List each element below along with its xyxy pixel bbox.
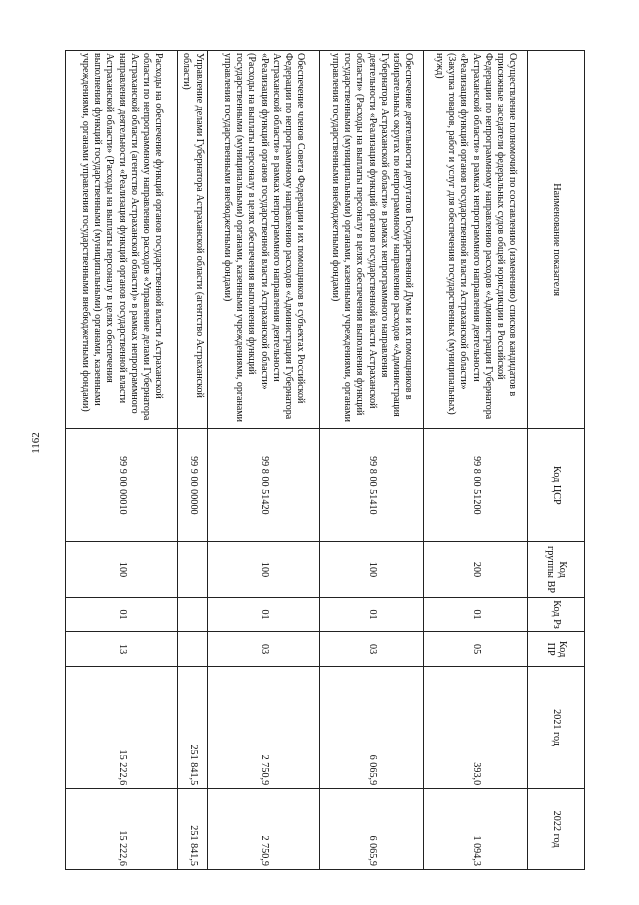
row-name: Обеспечение деятельности депутатов Государственной Думы и их помощников в избирательных округах по непрограммному направлению расходов «Администрация Губернатора Астраханской области» в рамках непрограммного направления деятельности «Реализация функций органов государственной власти Астраханской области» (Расходы на выплаты персоналу в целях обеспечения выполнения функций государственными (муниципальными) органами, казенными учреждениями, органами управления государственными внебюджетными фондами) (320, 51, 424, 429)
row-2021: 251 841,5 (178, 666, 208, 788)
table-row (320, 51, 424, 870)
row-vr: 100 (66, 542, 178, 597)
header-vr: Код группы ВР (528, 542, 585, 597)
row-rz: 01 (320, 597, 424, 632)
row-pr: 05 (424, 632, 528, 667)
row-csr: 99 8 00 51420 (208, 429, 320, 542)
row-csr: 99 9 00 00000 (178, 429, 208, 542)
row-name: Осуществление полномочий по составлению (изменению) списков кандидатов в присяжные заседатели федеральных судов общей юрисдикции в Российской Федерации по непрограммному направлению расходов «Администрация Губернатора Астраханской области» в рамках непрограммного направления деятельности «Реализация функций органов государственной власти Астраханской области» (Закупка товаров, работ и услуг для обеспечения государственных (муниципальных) нужд) (424, 51, 528, 429)
row-rz (178, 597, 208, 632)
table-header-row (528, 51, 585, 870)
row-csr: 99 8 00 51410 (320, 429, 424, 542)
row-vr: 200 (424, 542, 528, 597)
row-2022: 251 841,5 (178, 789, 208, 870)
row-2022: 6 065,9 (320, 789, 424, 870)
rotated-page-content (80, 50, 585, 870)
row-csr: 99 8 00 51200 (424, 429, 528, 542)
row-2021: 6 065,9 (320, 666, 424, 788)
row-2022: 15 222,6 (66, 789, 178, 870)
table-row (178, 51, 208, 870)
header-2022: 2022 год (528, 789, 585, 870)
row-pr: 03 (208, 632, 320, 667)
row-rz: 01 (66, 597, 178, 632)
row-vr (178, 542, 208, 597)
row-2022: 2 750,9 (208, 789, 320, 870)
table-row (208, 51, 320, 870)
row-pr (178, 632, 208, 667)
row-2021: 15 222,6 (66, 666, 178, 788)
row-2021: 2 750,9 (208, 666, 320, 788)
table-row (66, 51, 178, 870)
row-vr: 100 (320, 542, 424, 597)
page-number: 1162 (30, 432, 42, 454)
row-2021: 393,0 (424, 666, 528, 788)
row-2022: 1 094,3 (424, 789, 528, 870)
row-rz: 01 (208, 597, 320, 632)
row-name: Обеспечение членов Совета Федерации и их помощников в субъектах Российской Федерации по непрограммному направлению расходов «Администрация Губернатора Астраханской области» в рамках непрограммного направления деятельности «Реализация функций органов государственной власти Астраханской области» (Расходы на выплаты персоналу в целях обеспечения выполнения функций государственными (муниципальными) органами, казенными учреждениями, органами управления государственными внебюджетными фондами) (208, 51, 320, 429)
table-row (424, 51, 528, 870)
header-2021: 2021 год (528, 666, 585, 788)
row-vr: 100 (208, 542, 320, 597)
budget-table (65, 50, 585, 870)
header-csr: Код ЦСР (528, 429, 585, 542)
row-name: Расходы на обеспечение функций органов государственной власти Астраханской области по непрограммному направлению расходов «Управление делами Губернатора Астраханской области (агентство Астраханской области)» в рамках непрограммного направления деятельности «Реализация функций органов государственной власти Астраханской области» (Расходы на выплаты персоналу в целях обеспечения выполнения функций государственными (муниципальными) органами, казенными учреждениями, органами управления государственными внебюджетными фондами) (66, 51, 178, 429)
row-pr: 03 (320, 632, 424, 667)
header-rz: Код Рз (528, 597, 585, 632)
row-rz: 01 (424, 597, 528, 632)
header-pr: Код ПР (528, 632, 585, 667)
row-pr: 13 (66, 632, 178, 667)
row-name: Управление делами Губернатора Астраханской области (агентство Астраханской области) (178, 51, 208, 429)
header-name: Наименование показателя (528, 51, 585, 429)
row-csr: 99 9 00 00010 (66, 429, 178, 542)
